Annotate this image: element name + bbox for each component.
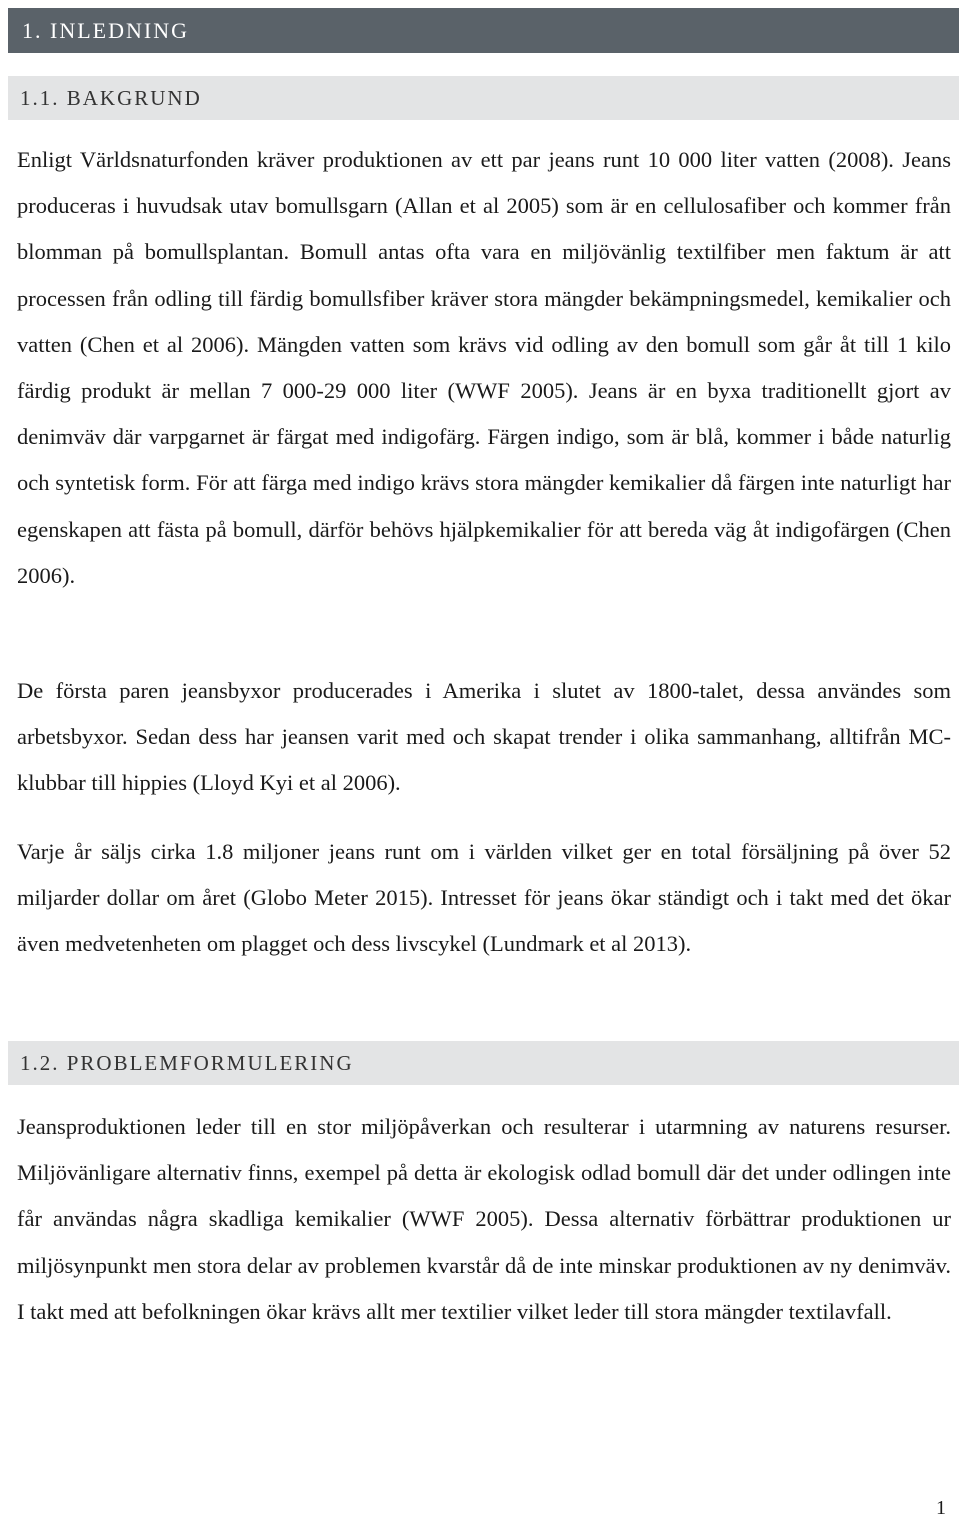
- paragraph-bakgrund-1: Enligt Världsnaturfonden kräver produktionen av ett par jeans runt 10 000 liter vatten (2008). Jeans produceras i huvudsak utav bomullsgarn (Allan et al 2005) som är en cellulosafiber och kommer från blomman på bomullsplantan. Bomull antas ofta vara en miljövänlig textilfiber men faktum är att processen från odling till färdig bomullsfiber kräver stora mängder bekämpningsmedel, kemikalier och vatten (Chen et al 2006). Mängden vatten som krävs vid odling av den bomull som går åt till 1 kilo färdig produkt är mellan 7 000-29 000 liter (WWF 2005). Jeans är en byxa traditionellt gjort av denimväv där varpgarnet är färgat med indigofärg. Färgen indigo, som är blå, kommer i både naturlig och syntetisk form. För att färga med indigo krävs stora mängder kemikalier då färgen inte naturligt har egenskapen att fästa på bomull, därför behövs hjälpkemikalier för att bereda väg åt indigofärgen (Chen 2006).: [17, 147, 951, 588]
- paragraph-bakgrund-2: De första paren jeansbyxor producerades i Amerika i slutet av 1800-talet, dessa användes som arbetsbyxor. Sedan dess har jeansen varit med och skapat trender i olika sammanhang, alltifrån MC-klubbar till hippies (Lloyd Kyi et al 2006).: [17, 678, 951, 796]
- paragraph-bakgrund-3: Varje år säljs cirka 1.8 miljoner jeans runt om i världen vilket ger en total försäljning på över 52 miljarder dollar om året (Globo Meter 2015). Intresset för jeans ökar ständigt och i takt med det ökar även medvetenheten om plagget och dess livscykel (Lundmark et al 2013).: [17, 839, 951, 957]
- chapter-heading: 1. INLEDNING: [8, 8, 959, 53]
- section-heading-bakgrund: 1.1. BAKGRUND: [8, 76, 959, 120]
- paragraph-problemformulering-1: Jeansproduktionen leder till en stor miljöpåverkan och resulterar i utarmning av naturens resurser. Miljövänligare alternativ finns, exempel på detta är ekologisk odlad bomull där det under odlingen inte får användas några skadliga kemikalier (WWF 2005). Dessa alternativ förbättrar produktionen ur miljösynpunkt men stora delar av problemen kvarstår då de inte minskar produktionen av ny denimväv. I takt med att befolkningen ökar krävs allt mer textilier vilket leder till stora mängder textilavfall.: [17, 1114, 951, 1324]
- page-number: 1: [936, 1497, 946, 1519]
- section-heading-problemformulering: 1.2. PROBLEMFORMULERING: [8, 1041, 959, 1085]
